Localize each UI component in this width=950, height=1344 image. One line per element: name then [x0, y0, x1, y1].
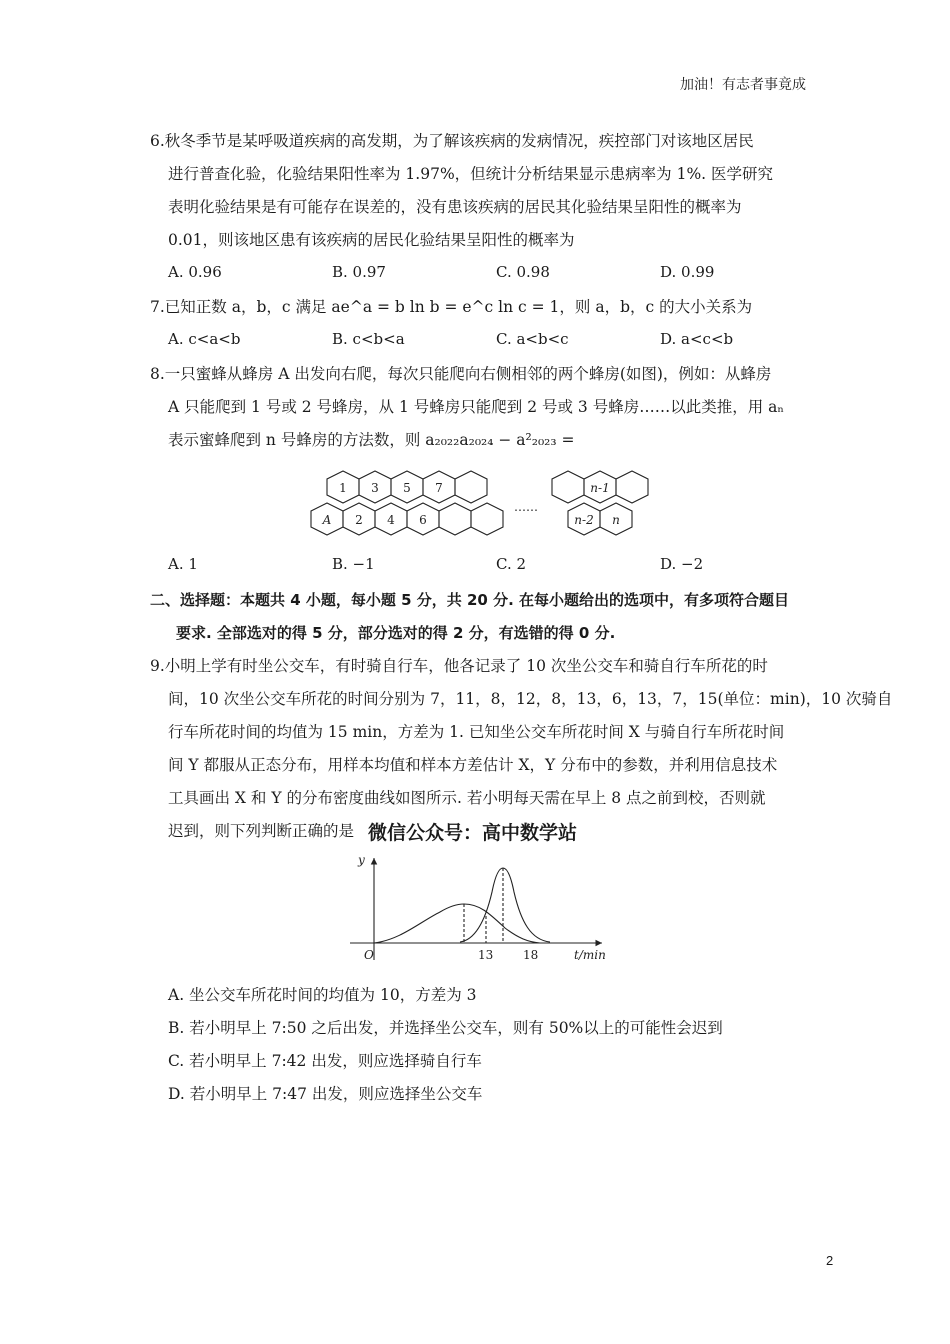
q9-option-d: D. 若小明早上 7:47 出发，则应选择坐公交车 — [168, 1085, 483, 1103]
hex-label-a: A — [322, 513, 332, 527]
q6-option-c: C. 0.98 — [496, 263, 550, 281]
graph-tick-13: 13 — [478, 948, 494, 962]
q9-line-5: 工具画出 X 和 Y 的分布密度曲线如图所示. 若小明每天需在早上 8 点之前到校，否则就 — [168, 789, 766, 807]
q6-line-3: 表明化验结果是有可能存在误差的，没有患该疾病的居民其化验结果呈阳性的概率为 — [168, 198, 742, 216]
graph-origin-label: O — [364, 948, 374, 962]
page-number: 2 — [826, 1253, 834, 1268]
hex-label-n: n — [612, 513, 620, 527]
hex-label-3: 3 — [371, 481, 379, 495]
q9-option-a: A. 坐公交车所花时间的均值为 10，方差为 3 — [168, 986, 477, 1004]
q9-line-3: 行车所花时间的均值为 15 min，方差为 1. 已知坐公交车所花时间 X 与骑自行车所花时间 — [168, 723, 785, 741]
graph-y-label: y — [358, 853, 365, 867]
q7-stem: 7.已知正数 a，b，c 满足 ae^a = b ln b = e^c ln c = 1，则 a，b，c 的大小关系为 — [150, 298, 753, 316]
q9-option-b: B. 若小明早上 7:50 之后出发，并选择坐公交车，则有 50%以上的可能性会迟到 — [168, 1019, 723, 1037]
section-2-line-1: 二、选择题：本题共 4 小题，每小题 5 分，共 20 分. 在每小题给出的选项中，有多项符合题目 — [150, 591, 790, 609]
hex-label-1: 1 — [339, 481, 347, 495]
q9-option-c: C. 若小明早上 7:42 出发，则应选择骑自行车 — [168, 1052, 482, 1070]
hex-label-4: 4 — [387, 513, 395, 527]
hex-label-5: 5 — [403, 481, 411, 495]
q6-option-a: A. 0.96 — [168, 263, 222, 281]
density-graph — [340, 852, 620, 968]
hex-ellipsis: …… — [514, 500, 538, 514]
q8-option-c: C. 2 — [496, 555, 527, 573]
q6-line-1: 6.秋冬季节是某呼吸道疾病的高发期，为了解该疾病的发病情况，疾控部门对该地区居民 — [150, 132, 754, 150]
q9-line-4: 间 Y 都服从正态分布，用样本均值和样本方差估计 X，Y 分布中的参数，并利用信息技术 — [168, 756, 778, 774]
watermark-text: 微信公众号：高中数学站 — [368, 822, 578, 844]
q8-option-d: D. −2 — [660, 555, 704, 573]
q6-option-d: D. 0.99 — [660, 263, 715, 281]
q7-option-d: D. a<c<b — [660, 330, 734, 348]
q7-option-a: A. c<a<b — [168, 330, 241, 348]
q7-option-b: B. c<b<a — [332, 330, 405, 348]
bus-density-curve — [374, 904, 540, 943]
q7-option-c: C. a<b<c — [496, 330, 569, 348]
graph-x-label: t/min — [574, 948, 606, 962]
header-motto: 加油！有志者事竟成 — [680, 77, 806, 93]
q9-line-6: 迟到，则下列判断正确的是 — [168, 822, 355, 840]
q9-line-2: 间，10 次坐公交车所花的时间分别为 7，11，8，12，8，13，6，13，7，15(单位：min)，10 次骑自 — [168, 690, 893, 708]
q8-line-2: A 只能爬到 1 号或 2 号蜂房，从 1 号蜂房只能爬到 2 号或 3 号蜂房……以此类推，用 aₙ — [168, 398, 785, 416]
q6-line-2: 进行普查化验，化验结果阳性率为 1.97%，但统计分析结果显示患病率为 1%. 医学研究 — [168, 165, 774, 183]
q8-option-b: B. −1 — [332, 555, 375, 573]
q6-option-b: B. 0.97 — [332, 263, 386, 281]
hex-label-n-1: n-1 — [590, 481, 610, 495]
graph-tick-18: 18 — [523, 948, 539, 962]
q8-option-a: A. 1 — [168, 555, 198, 573]
hex-label-n-2: n-2 — [574, 513, 594, 527]
q8-line-3: 表示蜜蜂爬到 n 号蜂房的方法数，则 a₂₀₂₂a₂₀₂₄ − a²₂₀₂₃ = — [168, 431, 575, 449]
q8-line-1: 8.一只蜜蜂从蜂房 A 出发向右爬，每次只能爬向右侧相邻的两个蜂房(如图)，例如：从蜂房 — [150, 365, 772, 383]
hex-label-6: 6 — [419, 513, 427, 527]
hex-label-7: 7 — [435, 481, 443, 495]
q6-line-4: 0.01，则该地区患有该疾病的居民化验结果呈阳性的概率为 — [168, 231, 575, 249]
beehive-figure — [300, 465, 660, 545]
q9-line-1: 9.小明上学有时坐公交车，有时骑自行车，他各记录了 10 次坐公交车和骑自行车所花的时 — [150, 657, 768, 675]
section-2-line-2: 要求. 全部选对的得 5 分，部分选对的得 2 分，有选错的得 0 分. — [176, 624, 616, 642]
hex-label-2: 2 — [355, 513, 363, 527]
